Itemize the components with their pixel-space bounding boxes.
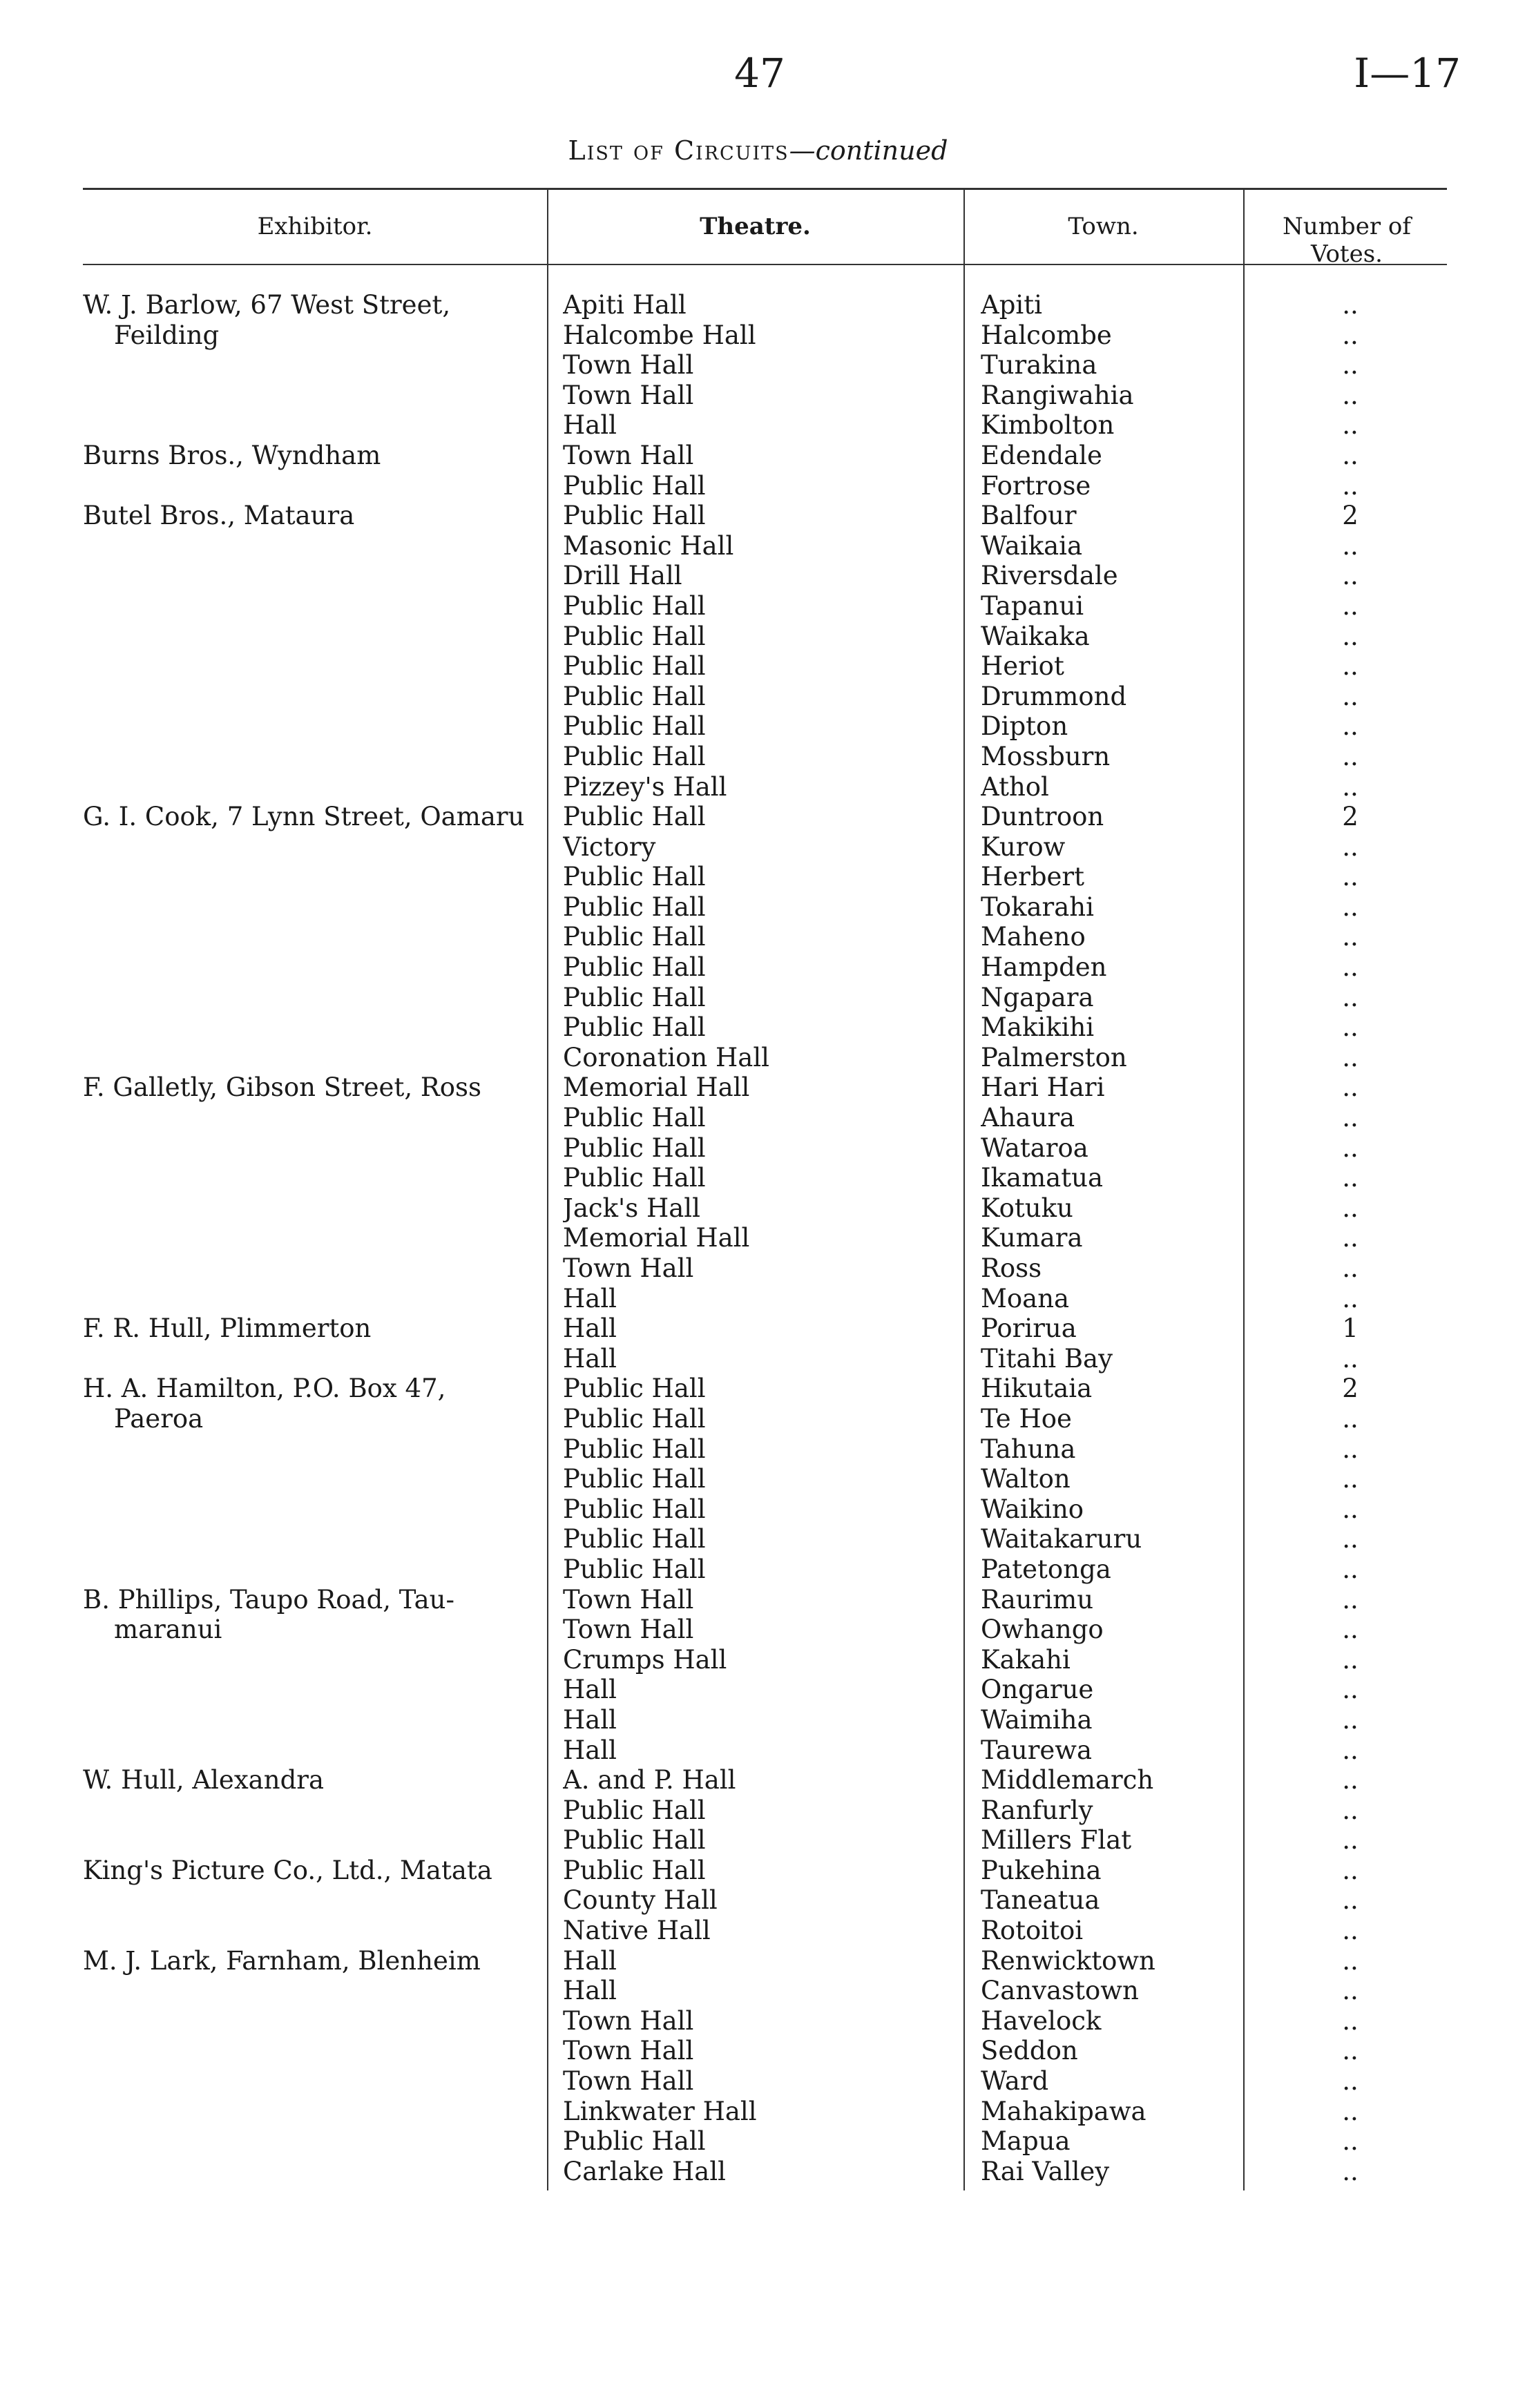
town-cell: Turakina <box>981 350 1097 381</box>
votes-cell: .. <box>1342 530 1359 561</box>
theatre-cell: Public Hall <box>563 952 706 983</box>
table-row <box>0 1946 1516 1976</box>
votes-cell: .. <box>1342 1885 1359 1916</box>
town-cell: Rai Valley <box>981 2156 1110 2186</box>
theatre-cell: Hall <box>563 1283 617 1313</box>
table-row <box>0 1404 1516 1434</box>
votes-cell: .. <box>1342 1735 1359 1765</box>
votes-cell: .. <box>1342 892 1359 922</box>
town-cell: Hari Hari <box>981 1072 1105 1103</box>
table-row <box>0 471 1516 501</box>
theatre-cell: Jack's Hall <box>563 1193 700 1223</box>
table-row <box>0 1344 1516 1374</box>
votes-cell: .. <box>1342 1554 1359 1584</box>
town-cell: Middlemarch <box>981 1765 1154 1795</box>
town-cell: Balfour <box>981 501 1077 531</box>
town-cell: Waikino <box>981 1494 1084 1524</box>
table-row <box>0 742 1516 772</box>
theatre-cell: Public Hall <box>563 741 706 771</box>
column-header-theatre: Theatre. <box>700 213 811 240</box>
theatre-cell: Public Hall <box>563 1103 706 1133</box>
votes-cell: .. <box>1342 1765 1359 1795</box>
column-header-exhibitor: Exhibitor. <box>257 213 373 240</box>
town-cell: Fortrose <box>981 470 1091 501</box>
votes-cell: .. <box>1342 590 1359 621</box>
table-row <box>0 802 1516 832</box>
town-cell: Edendale <box>981 440 1102 470</box>
town-cell: Palmerston <box>981 1042 1127 1072</box>
theatre-cell: Hall <box>563 1704 617 1735</box>
table-header-rule <box>83 264 1447 265</box>
theatre-cell: Halcombe Hall <box>563 320 756 350</box>
exhibitor-cell: G. I. Cook, 7 Lynn Street, Oamaru <box>83 802 525 832</box>
votes-cell: .. <box>1342 1403 1359 1434</box>
votes-cell: .. <box>1342 621 1359 651</box>
town-cell: Dipton <box>981 711 1068 742</box>
table-row <box>0 1313 1516 1344</box>
theatre-cell: Hall <box>563 1675 617 1705</box>
table-row <box>0 1524 1516 1554</box>
votes-cell: .. <box>1342 290 1359 320</box>
votes-cell: .. <box>1342 2066 1359 2097</box>
town-cell: Maheno <box>981 922 1086 952</box>
votes-cell: .. <box>1342 922 1359 952</box>
table-row <box>0 1615 1516 1645</box>
votes-cell: .. <box>1342 2096 1359 2126</box>
table-row <box>0 2066 1516 2097</box>
theatre-cell: Town Hall <box>563 1615 694 1645</box>
town-cell: Kumara <box>981 1223 1083 1253</box>
theatre-cell: Public Hall <box>563 1434 706 1464</box>
votes-cell: .. <box>1342 1343 1359 1374</box>
theatre-cell: Masonic Hall <box>563 530 734 561</box>
votes-cell: .. <box>1342 380 1359 410</box>
town-cell: Waikaka <box>981 621 1090 651</box>
town-cell: Mossburn <box>981 741 1111 771</box>
exhibitor-cell: W. Hull, Alexandra <box>83 1765 325 1795</box>
table-row <box>0 1163 1516 1193</box>
votes-cell: .. <box>1342 1434 1359 1464</box>
theatre-cell: Public Hall <box>563 621 706 651</box>
votes-cell: .. <box>1342 561 1359 591</box>
list-title-continued: —continued <box>789 135 948 166</box>
town-cell: Tapanui <box>981 590 1084 621</box>
exhibitor-cell: Paeroa <box>114 1403 204 1434</box>
theatre-cell: Drill Hall <box>563 561 682 591</box>
theatre-cell: Linkwater Hall <box>563 2096 757 2126</box>
table-row <box>0 1253 1516 1284</box>
votes-cell: .. <box>1342 1103 1359 1133</box>
table-row <box>0 1585 1516 1615</box>
town-cell: Moana <box>981 1283 1070 1313</box>
town-cell: Ongarue <box>981 1675 1094 1705</box>
votes-cell: .. <box>1342 1704 1359 1735</box>
theatre-cell: Native Hall <box>563 1916 711 1946</box>
votes-cell: .. <box>1342 1042 1359 1072</box>
table-row <box>0 862 1516 892</box>
table-row <box>0 2157 1516 2187</box>
table-row <box>0 622 1516 652</box>
table-row <box>0 1043 1516 1073</box>
table-row <box>0 2097 1516 2127</box>
theatre-cell: Crumps Hall <box>563 1644 727 1675</box>
theatre-cell: Hall <box>563 1343 617 1374</box>
theatre-cell: Town Hall <box>563 350 694 381</box>
table-row <box>0 1223 1516 1253</box>
table-row <box>0 892 1516 923</box>
votes-cell: 2 <box>1342 1374 1359 1404</box>
town-cell: Kimbolton <box>981 410 1115 441</box>
votes-cell: .. <box>1342 741 1359 771</box>
table-row <box>0 1374 1516 1404</box>
votes-cell: .. <box>1342 1855 1359 1885</box>
theatre-cell: Public Hall <box>563 2126 706 2157</box>
exhibitor-cell: Feilding <box>114 320 220 350</box>
theatre-cell: Public Hall <box>563 892 706 922</box>
table-row <box>0 410 1516 441</box>
table-row <box>0 2036 1516 2066</box>
table-row <box>0 1103 1516 1133</box>
table-row <box>0 922 1516 952</box>
exhibitor-cell: W. J. Barlow, 67 West Street, <box>83 290 451 320</box>
votes-cell: .. <box>1342 1133 1359 1163</box>
town-cell: Taneatua <box>981 1885 1100 1916</box>
town-cell: Kakahi <box>981 1644 1071 1675</box>
table-row <box>0 1434 1516 1465</box>
theatre-cell: Public Hall <box>563 501 706 531</box>
theatre-cell: Victory <box>563 831 656 862</box>
votes-cell: .. <box>1342 1283 1359 1313</box>
table-row <box>0 2006 1516 2036</box>
table-row <box>0 1494 1516 1525</box>
theatre-cell: Public Hall <box>563 1825 706 1856</box>
table-row <box>0 381 1516 411</box>
town-cell: Drummond <box>981 681 1127 711</box>
town-cell: Tokarahi <box>981 892 1094 922</box>
theatre-cell: Public Hall <box>563 470 706 501</box>
theatre-cell: Public Hall <box>563 1855 706 1885</box>
votes-cell: .. <box>1342 1795 1359 1825</box>
votes-cell: .. <box>1342 681 1359 711</box>
votes-cell: .. <box>1342 771 1359 802</box>
table-row <box>0 1012 1516 1043</box>
exhibitor-cell: Burns Bros., Wyndham <box>83 440 381 470</box>
votes-cell: .. <box>1342 1675 1359 1705</box>
table-row <box>0 952 1516 983</box>
table-top-rule <box>83 188 1447 190</box>
town-cell: Seddon <box>981 2036 1078 2066</box>
column-header-votes: Number of Votes. <box>1283 213 1411 268</box>
votes-cell: .. <box>1342 1012 1359 1043</box>
town-cell: Waikaia <box>981 530 1083 561</box>
votes-cell: 2 <box>1342 802 1359 832</box>
theatre-cell: Hall <box>563 1735 617 1765</box>
votes-cell: .. <box>1342 410 1359 441</box>
table-row <box>0 320 1516 351</box>
page-code: I—17 <box>1354 50 1461 97</box>
votes-cell: .. <box>1342 651 1359 682</box>
theatre-cell: Hall <box>563 1945 617 1976</box>
theatre-cell: Apiti Hall <box>563 290 687 320</box>
table-row <box>0 1554 1516 1585</box>
table-row <box>0 1133 1516 1164</box>
votes-cell: .. <box>1342 1193 1359 1223</box>
theatre-cell: Public Hall <box>563 982 706 1012</box>
table-row <box>0 1916 1516 1946</box>
votes-cell: .. <box>1342 1615 1359 1645</box>
theatre-cell: Public Hall <box>563 590 706 621</box>
theatre-cell: Town Hall <box>563 2005 694 2036</box>
theatre-cell: Town Hall <box>563 1253 694 1283</box>
town-cell: Wataroa <box>981 1133 1088 1163</box>
table-row <box>0 1976 1516 2006</box>
votes-cell: .. <box>1342 2036 1359 2066</box>
votes-cell: 2 <box>1342 501 1359 531</box>
town-cell: Havelock <box>981 2005 1102 2036</box>
votes-cell: .. <box>1342 1072 1359 1103</box>
table-row <box>0 350 1516 381</box>
votes-cell: .. <box>1342 2156 1359 2186</box>
table-row <box>0 2126 1516 2157</box>
town-cell: Mahakipawa <box>981 2096 1146 2126</box>
theatre-cell: Hall <box>563 1976 617 2006</box>
town-cell: Raurimu <box>981 1584 1094 1615</box>
theatre-cell: Public Hall <box>563 1403 706 1434</box>
town-cell: Riversdale <box>981 561 1118 591</box>
table-row <box>0 1072 1516 1103</box>
theatre-cell: Public Hall <box>563 1464 706 1494</box>
theatre-cell: Town Hall <box>563 380 694 410</box>
town-cell: Ranfurly <box>981 1795 1093 1825</box>
table-row <box>0 772 1516 802</box>
theatre-cell: Public Hall <box>563 651 706 682</box>
theatre-cell: Pizzey's Hall <box>563 771 727 802</box>
theatre-cell: Public Hall <box>563 1494 706 1524</box>
theatre-cell: Public Hall <box>563 1163 706 1193</box>
exhibitor-cell: F. R. Hull, Plimmerton <box>83 1313 372 1344</box>
town-cell: Patetonga <box>981 1554 1111 1584</box>
votes-cell: .. <box>1342 1916 1359 1946</box>
table-row <box>0 1765 1516 1795</box>
town-cell: Rangiwahia <box>981 380 1134 410</box>
votes-cell: .. <box>1342 1825 1359 1856</box>
votes-cell: .. <box>1342 1945 1359 1976</box>
town-cell: Heriot <box>981 651 1064 682</box>
list-title <box>0 135 1516 166</box>
town-cell: Mapua <box>981 2126 1071 2157</box>
votes-cell: .. <box>1342 440 1359 470</box>
town-cell: Walton <box>981 1464 1071 1494</box>
table-row <box>0 1464 1516 1494</box>
town-cell: Ross <box>981 1253 1042 1283</box>
town-cell: Taurewa <box>981 1735 1093 1765</box>
exhibitor-cell: B. Phillips, Taupo Road, Tau- <box>83 1584 454 1615</box>
table-row <box>0 651 1516 682</box>
town-cell: Pukehina <box>981 1855 1102 1885</box>
votes-cell: .. <box>1342 1644 1359 1675</box>
exhibitor-cell: M. J. Lark, Farnham, Blenheim <box>83 1945 481 1976</box>
table-row <box>0 1705 1516 1735</box>
town-cell: Waimiha <box>981 1704 1093 1735</box>
exhibitor-cell: King's Picture Co., Ltd., Matata <box>83 1855 492 1885</box>
theatre-cell: Carlake Hall <box>563 2156 727 2186</box>
theatre-cell: Hall <box>563 1313 617 1344</box>
theatre-cell: Memorial Hall <box>563 1072 750 1103</box>
theatre-cell: Public Hall <box>563 1374 706 1404</box>
table-row <box>0 1825 1516 1856</box>
votes-cell: .. <box>1342 1223 1359 1253</box>
town-cell: Makikihi <box>981 1012 1095 1043</box>
votes-cell: .. <box>1342 1976 1359 2006</box>
theatre-cell: Public Hall <box>563 802 706 832</box>
theatre-cell: Public Hall <box>563 1524 706 1554</box>
town-cell: Hikutaia <box>981 1374 1093 1404</box>
town-cell: Renwicktown <box>981 1945 1155 1976</box>
column-header-town: Town. <box>1068 213 1139 240</box>
votes-cell: .. <box>1342 1584 1359 1615</box>
votes-cell: .. <box>1342 1163 1359 1193</box>
votes-cell: .. <box>1342 862 1359 892</box>
table-row <box>0 1885 1516 1916</box>
theatre-cell: Public Hall <box>563 862 706 892</box>
votes-cell: .. <box>1342 982 1359 1012</box>
town-cell: Tahuna <box>981 1434 1076 1464</box>
theatre-cell: Hall <box>563 410 617 441</box>
town-cell: Rotoitoi <box>981 1916 1084 1946</box>
town-cell: Apiti <box>981 290 1042 320</box>
theatre-cell: Public Hall <box>563 1795 706 1825</box>
town-cell: Herbert <box>981 862 1084 892</box>
theatre-cell: Memorial Hall <box>563 1223 750 1253</box>
theatre-cell: Public Hall <box>563 1133 706 1163</box>
town-cell: Kotuku <box>981 1193 1073 1223</box>
town-cell: Ikamatua <box>981 1163 1103 1193</box>
exhibitor-cell: H. A. Hamilton, P.O. Box 47, <box>83 1374 446 1404</box>
votes-cell: .. <box>1342 350 1359 381</box>
table-row <box>0 711 1516 742</box>
votes-cell: .. <box>1342 1464 1359 1494</box>
theatre-cell: Town Hall <box>563 440 694 470</box>
theatre-cell: Town Hall <box>563 2036 694 2066</box>
theatre-cell: Coronation Hall <box>563 1042 769 1072</box>
town-cell: Porirua <box>981 1313 1077 1344</box>
town-cell: Duntroon <box>981 802 1104 832</box>
votes-cell: 1 <box>1342 1313 1359 1344</box>
votes-cell: .. <box>1342 320 1359 350</box>
table-row <box>0 682 1516 712</box>
exhibitor-cell: F. Galletly, Gibson Street, Ross <box>83 1072 481 1103</box>
town-cell: Te Hoe <box>981 1403 1072 1434</box>
votes-cell: .. <box>1342 831 1359 862</box>
theatre-cell: Public Hall <box>563 681 706 711</box>
table-row <box>0 591 1516 622</box>
exhibitor-cell: Butel Bros., Mataura <box>83 501 355 531</box>
table-row <box>0 1675 1516 1705</box>
town-cell: Ahaura <box>981 1103 1075 1133</box>
town-cell: Owhango <box>981 1615 1104 1645</box>
table-row <box>0 290 1516 320</box>
table-row <box>0 531 1516 561</box>
theatre-cell: Public Hall <box>563 711 706 742</box>
theatre-cell: Public Hall <box>563 1554 706 1584</box>
town-cell: Canvastown <box>981 1976 1139 2006</box>
town-cell: Athol <box>981 771 1049 802</box>
town-cell: Millers Flat <box>981 1825 1132 1856</box>
page-number: 47 <box>734 50 785 97</box>
theatre-cell: A. and P. Hall <box>563 1765 736 1795</box>
table-row <box>0 501 1516 531</box>
theatre-cell: County Hall <box>563 1885 718 1916</box>
theatre-cell: Town Hall <box>563 1584 694 1615</box>
table-row <box>0 1795 1516 1826</box>
theatre-cell: Public Hall <box>563 922 706 952</box>
votes-cell: .. <box>1342 1494 1359 1524</box>
votes-cell: .. <box>1342 2126 1359 2157</box>
table-row <box>0 1735 1516 1766</box>
theatre-cell: Public Hall <box>563 1012 706 1043</box>
table-row <box>0 832 1516 863</box>
votes-cell: .. <box>1342 470 1359 501</box>
table-row <box>0 983 1516 1013</box>
table-row <box>0 1193 1516 1224</box>
town-cell: Titahi Bay <box>981 1343 1113 1374</box>
votes-cell: .. <box>1342 2005 1359 2036</box>
town-cell: Halcombe <box>981 320 1112 350</box>
theatre-cell: Town Hall <box>563 2066 694 2097</box>
circuit-table-body <box>0 290 1516 2186</box>
votes-cell: .. <box>1342 1253 1359 1283</box>
votes-cell: .. <box>1342 711 1359 742</box>
table-row <box>0 561 1516 591</box>
town-cell: Ngapara <box>981 982 1094 1012</box>
table-row <box>0 1856 1516 1886</box>
exhibitor-cell: maranui <box>114 1615 222 1645</box>
table-row <box>0 1284 1516 1314</box>
town-cell: Ward <box>981 2066 1049 2097</box>
list-title-main: List of Circuits <box>568 135 789 166</box>
town-cell: Hampden <box>981 952 1107 983</box>
table-row <box>0 441 1516 471</box>
votes-cell: .. <box>1342 952 1359 983</box>
votes-cell: .. <box>1342 1524 1359 1554</box>
town-cell: Kurow <box>981 831 1066 862</box>
table-row <box>0 1645 1516 1675</box>
town-cell: Waitakaruru <box>981 1524 1142 1554</box>
